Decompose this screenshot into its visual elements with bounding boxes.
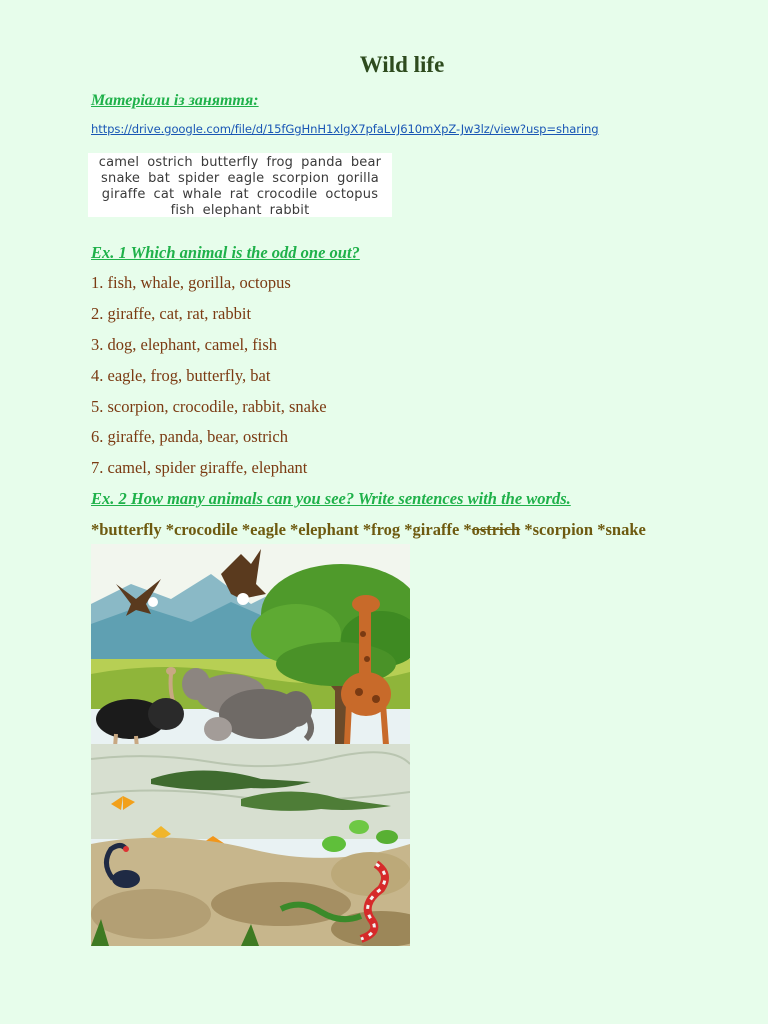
exercise-1-item: 5. scorpion, crocodile, rabbit, snake xyxy=(91,397,327,416)
struck-word: ostrich xyxy=(471,520,521,539)
word-bank-word: giraffe xyxy=(101,187,146,202)
word-bank-word: octopus xyxy=(325,187,379,202)
word-bank-word: bat xyxy=(148,171,171,186)
word-bank-word: ostrich xyxy=(147,155,193,170)
word-list-end: *scorpion *snake xyxy=(520,520,646,539)
wildlife-scene-illustration xyxy=(91,544,410,946)
materials-label: Матеріали із заняття: xyxy=(91,92,259,109)
word-bank-image xyxy=(88,153,392,217)
word-bank-row xyxy=(88,203,392,218)
word-bank-row xyxy=(88,155,392,170)
word-bank-word: rabbit xyxy=(269,203,310,218)
word-bank-word: elephant xyxy=(202,203,262,218)
word-bank-row xyxy=(88,171,392,186)
word-bank-word: bear xyxy=(350,155,382,170)
word-bank-word: butterfly xyxy=(200,155,259,170)
word-bank-row xyxy=(88,187,392,202)
exercise-1-item: 6. giraffe, panda, bear, ostrich xyxy=(91,427,288,446)
page-title: Wild life xyxy=(359,52,445,77)
word-bank-word: rat xyxy=(229,187,249,202)
word-bank-word: cat xyxy=(153,187,175,202)
word-bank-word: panda xyxy=(301,155,343,170)
exercise-1-item: 1. fish, whale, gorilla, octopus xyxy=(91,273,291,292)
word-bank-word: frog xyxy=(266,155,294,170)
exercise-1-heading: Ex. 1 Which animal is the odd one out? xyxy=(91,243,360,262)
word-bank-word: whale xyxy=(182,187,222,202)
exercise-2-word-list xyxy=(91,520,646,540)
word-bank-word: crocodile xyxy=(256,187,318,202)
exercise-1-item: 2. giraffe, cat, rat, rabbit xyxy=(91,304,252,323)
word-bank-word: eagle xyxy=(227,171,265,186)
word-bank-word: fish xyxy=(170,203,195,218)
word-bank-word: camel xyxy=(98,155,140,170)
word-bank-word: scorpion xyxy=(272,171,330,186)
word-bank-word: gorilla xyxy=(337,171,379,186)
materials-link[interactable]: https://drive.google.com/file/d/15fGgHnH1xlgX7pfaLvJ610mXpZ-Jw3lz/view?usp=sharing xyxy=(91,122,599,136)
word-bank-word: spider xyxy=(178,171,220,186)
word-bank-word: snake xyxy=(101,171,141,186)
exercise-1-item: 3. dog, elephant, camel, fish xyxy=(91,335,278,354)
exercise-1-item: 4. eagle, frog, butterfly, bat xyxy=(91,366,271,385)
exercise-1-item: 7. camel, spider giraffe, elephant xyxy=(91,458,308,477)
exercise-2-heading: Ex. 2 How many animals can you see? Write sentences with the words. xyxy=(91,489,571,508)
word-list-start: *butterfly *crocodile *eagle *elephant *frog *giraffe * xyxy=(91,520,472,539)
